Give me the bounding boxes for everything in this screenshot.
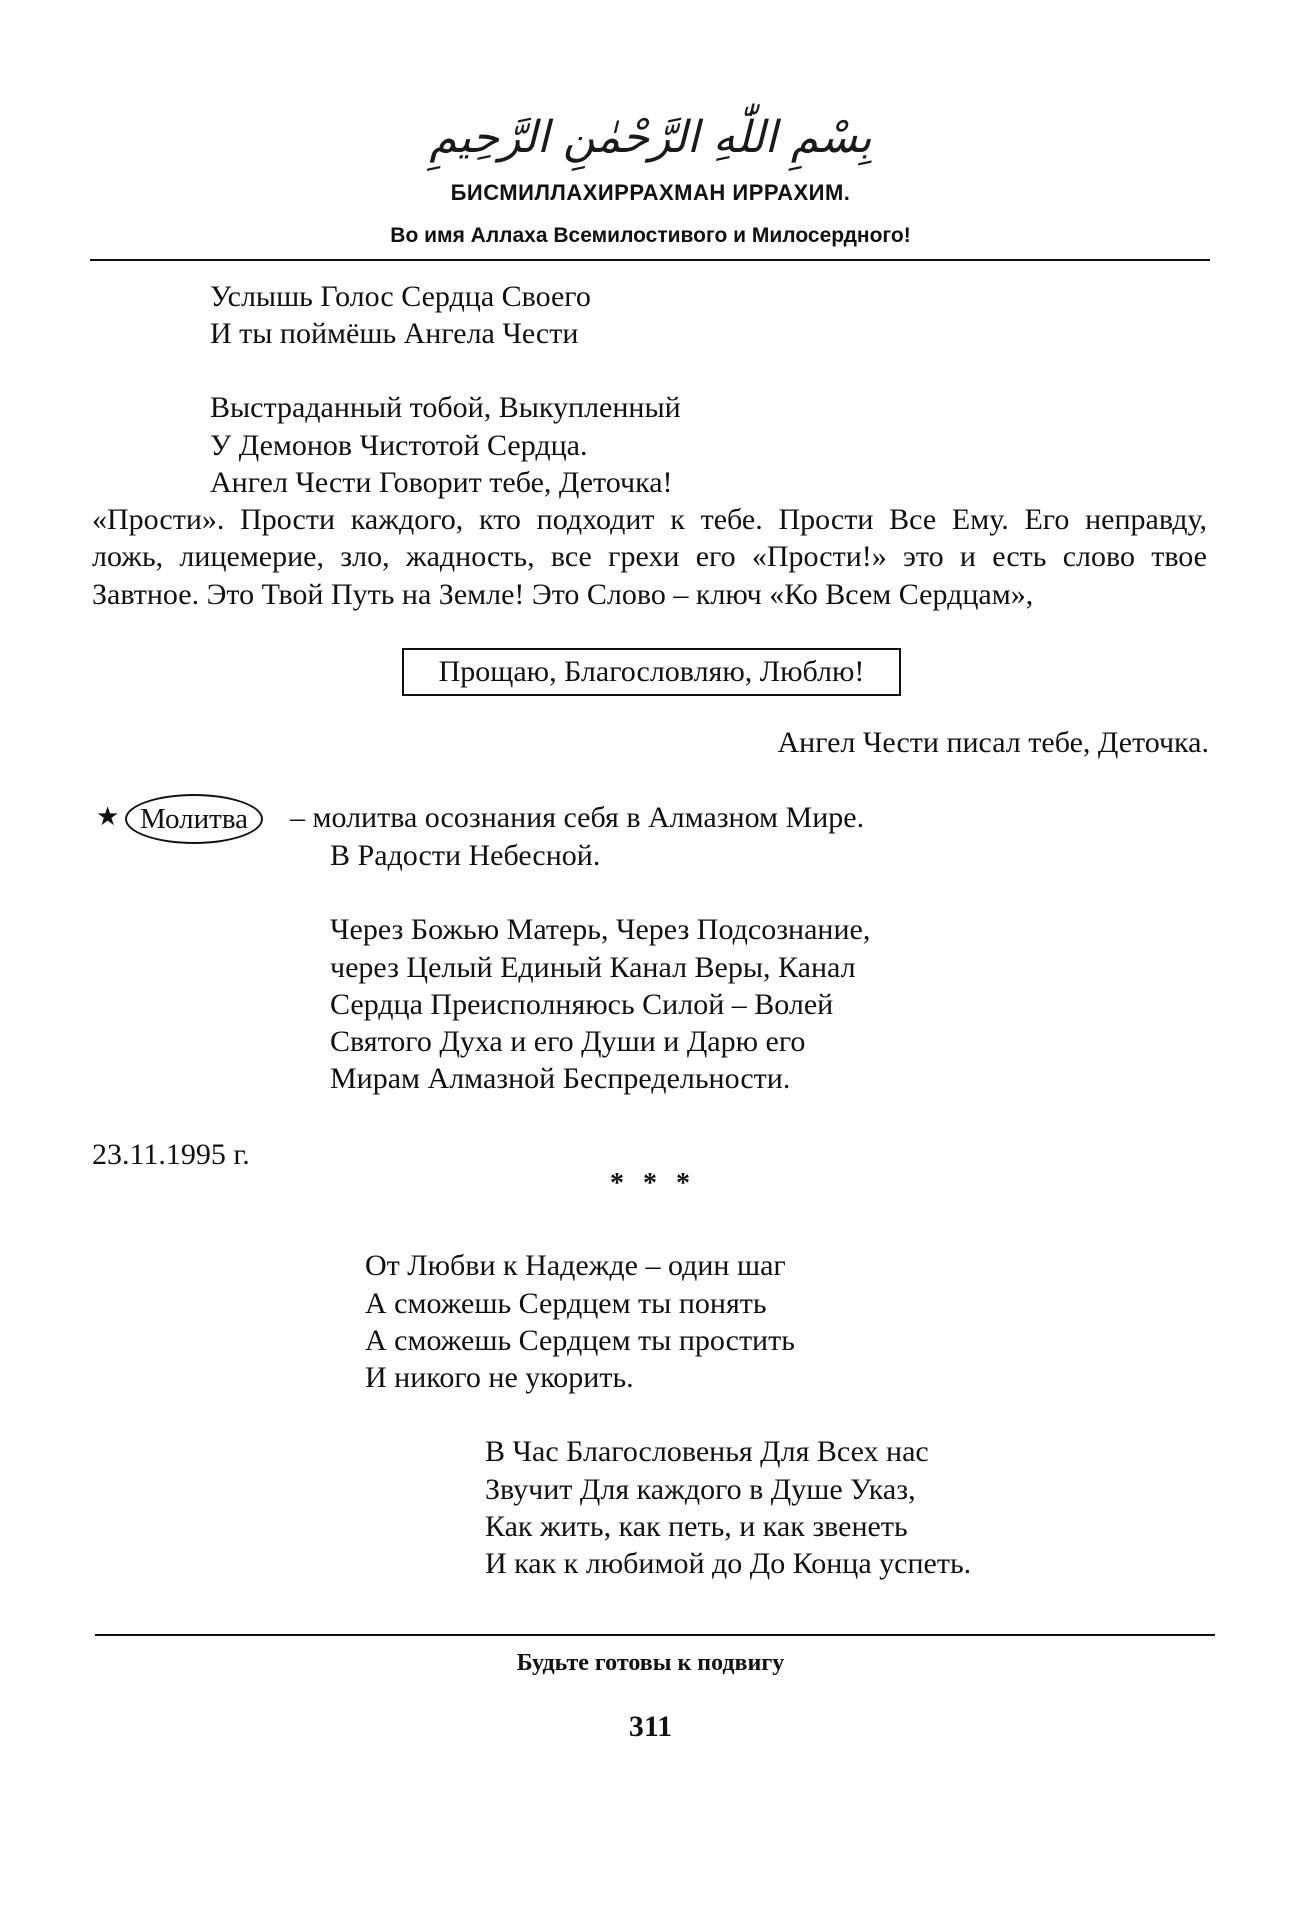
stanza1-line: Услышь Голос Сердца Своего <box>210 280 591 313</box>
prayer-body-line: Мирам Алмазной Беспредельности. <box>330 1062 791 1095</box>
stanza2-line: У Демонов Чистотой Сердца. <box>210 429 588 462</box>
prayer-body-line: Через Божью Матерь, Через Подсознание, <box>330 913 871 946</box>
stanza1-line: И ты поймёшь Ангела Чести <box>210 317 579 350</box>
signature-line: Ангел Чести писал тебе, Деточка. <box>777 726 1209 759</box>
star-icon: ★ <box>96 802 120 831</box>
poem1-line: И никого не укорить. <box>365 1361 634 1394</box>
prayer-label-oval: Молитва <box>125 794 263 844</box>
section-separator: * * * <box>610 1168 696 1199</box>
paragraph-line: Завтное. Это Твой Путь на Земле! Это Слово – ключ «Ко Всем Сердцам», <box>92 578 1034 611</box>
poem1-line: А сможешь Сердцем ты понять <box>365 1287 767 1320</box>
header-divider <box>90 259 1210 261</box>
prayer-line: – молитва осознания себя в Алмазном Мире. <box>290 801 865 834</box>
poem2-line: В Час Благословенья Для Всех нас <box>485 1435 929 1468</box>
poem2-line: Как жить, как петь, и как звенеть <box>485 1510 908 1543</box>
poem2-line: И как к любимой до До Конца успеть. <box>485 1547 972 1580</box>
footer-divider <box>95 1634 1215 1636</box>
paragraph-line: ложь, лицемерие, зло, жадность, все грехи его «Прости!» это и есть слово твое <box>92 540 1207 573</box>
running-footer-title: Будьте готовы к подвигу <box>516 1650 785 1676</box>
date: 23.11.1995 г. <box>92 1138 250 1171</box>
page-number: 311 <box>628 1710 673 1743</box>
boxed-phrase: Прощаю, Благословляю, Люблю! <box>402 648 901 696</box>
stanza2-line: Ангел Чести Говорит тебе, Деточка! <box>210 466 673 499</box>
bismillah-calligraphy: بِسْمِ اللّٰهِ الرَّحْمٰنِ الرَّحِيمِ <box>429 112 872 163</box>
prayer-line: В Радости Небесной. <box>330 839 601 872</box>
header-subtitle: Во имя Аллаха Всемилостивого и Милосердного! <box>390 224 911 247</box>
prayer-body-line: Сердца Преисполняюсь Силой – Волей <box>330 988 834 1021</box>
prayer-body-line: через Целый Единый Канал Веры, Канал <box>330 951 856 984</box>
poem1-line: От Любви к Надежде – один шаг <box>365 1249 786 1282</box>
prayer-body-line: Святого Духа и его Души и Дарю его <box>330 1025 806 1058</box>
poem1-line: А сможешь Сердцем ты простить <box>365 1324 795 1357</box>
header-title: БИСМИЛЛАХИРРАХМАН ИРРАХИМ. <box>450 180 851 205</box>
poem2-line: Звучит Для каждого в Душе Указ, <box>485 1473 916 1506</box>
stanza2-line: Выстраданный тобой, Выкупленный <box>210 391 681 424</box>
paragraph-line: «Прости». Прости каждого, кто подходит к тебе. Прости Все Ему. Его неправду, <box>92 503 1207 536</box>
